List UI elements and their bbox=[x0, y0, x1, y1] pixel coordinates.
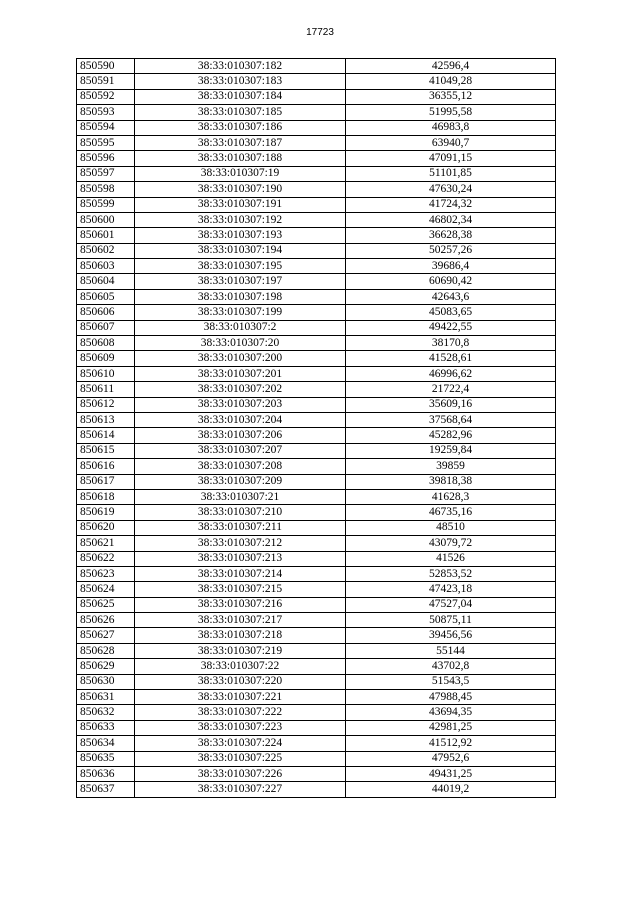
value-cell: 46802,34 bbox=[346, 212, 556, 227]
table-row bbox=[77, 105, 556, 120]
cadastral-number-cell: 38:33:010307:186 bbox=[135, 120, 346, 135]
cadastral-number-cell: 38:33:010307:200 bbox=[135, 351, 346, 366]
value-cell: 42643,6 bbox=[346, 289, 556, 304]
cadastral-number-cell: 38:33:010307:21 bbox=[135, 489, 346, 504]
row-number-cell: 850625 bbox=[77, 597, 135, 612]
table-row bbox=[77, 705, 556, 720]
row-number-cell: 850622 bbox=[77, 551, 135, 566]
row-number-cell: 850631 bbox=[77, 690, 135, 705]
value-cell: 36628,38 bbox=[346, 228, 556, 243]
cadastral-number-cell: 38:33:010307:204 bbox=[135, 412, 346, 427]
cadastral-number-cell: 38:33:010307:208 bbox=[135, 459, 346, 474]
row-number-cell: 850618 bbox=[77, 489, 135, 504]
cadastral-number-cell: 38:33:010307:226 bbox=[135, 766, 346, 781]
value-cell: 47988,45 bbox=[346, 690, 556, 705]
row-number-cell: 850635 bbox=[77, 751, 135, 766]
table-row bbox=[77, 320, 556, 335]
table-row bbox=[77, 643, 556, 658]
row-number-cell: 850597 bbox=[77, 166, 135, 181]
table-row bbox=[77, 474, 556, 489]
table-row bbox=[77, 397, 556, 412]
value-cell: 47952,6 bbox=[346, 751, 556, 766]
row-number-cell: 850605 bbox=[77, 289, 135, 304]
row-number-cell: 850603 bbox=[77, 259, 135, 274]
row-number-cell: 850604 bbox=[77, 274, 135, 289]
cadastral-number-cell: 38:33:010307:195 bbox=[135, 259, 346, 274]
cadastral-number-cell: 38:33:010307:214 bbox=[135, 566, 346, 581]
row-number-cell: 850599 bbox=[77, 197, 135, 212]
row-number-cell: 850613 bbox=[77, 412, 135, 427]
cadastral-number-cell: 38:33:010307:187 bbox=[135, 135, 346, 150]
table-row bbox=[77, 659, 556, 674]
cadastral-number-cell: 38:33:010307:183 bbox=[135, 74, 346, 89]
value-cell: 46735,16 bbox=[346, 505, 556, 520]
row-number-cell: 850612 bbox=[77, 397, 135, 412]
table-row bbox=[77, 459, 556, 474]
value-cell: 39456,56 bbox=[346, 628, 556, 643]
row-number-cell: 850614 bbox=[77, 428, 135, 443]
value-cell: 19259,84 bbox=[346, 443, 556, 458]
row-number-cell: 850621 bbox=[77, 536, 135, 551]
table-row bbox=[77, 382, 556, 397]
cadastral-number-cell: 38:33:010307:182 bbox=[135, 59, 346, 74]
cadastral-number-cell: 38:33:010307:190 bbox=[135, 182, 346, 197]
value-cell: 41512,92 bbox=[346, 736, 556, 751]
table-row bbox=[77, 597, 556, 612]
cadastral-number-cell: 38:33:010307:218 bbox=[135, 628, 346, 643]
value-cell: 43079,72 bbox=[346, 536, 556, 551]
value-cell: 47630,24 bbox=[346, 182, 556, 197]
cadastral-number-cell: 38:33:010307:193 bbox=[135, 228, 346, 243]
table-row bbox=[77, 489, 556, 504]
table-row bbox=[77, 166, 556, 181]
table-row bbox=[77, 366, 556, 381]
value-cell: 38170,8 bbox=[346, 336, 556, 351]
table-row bbox=[77, 212, 556, 227]
table-row bbox=[77, 628, 556, 643]
table-row bbox=[77, 135, 556, 150]
row-number-cell: 850611 bbox=[77, 382, 135, 397]
cadastral-number-cell: 38:33:010307:223 bbox=[135, 720, 346, 735]
table-row bbox=[77, 305, 556, 320]
table-row bbox=[77, 443, 556, 458]
table-row bbox=[77, 289, 556, 304]
cadastral-number-cell: 38:33:010307:210 bbox=[135, 505, 346, 520]
value-cell: 35609,16 bbox=[346, 397, 556, 412]
row-number-cell: 850595 bbox=[77, 135, 135, 150]
value-cell: 39686,4 bbox=[346, 259, 556, 274]
table-row bbox=[77, 182, 556, 197]
cadastral-number-cell: 38:33:010307:212 bbox=[135, 536, 346, 551]
cadastral-number-cell: 38:33:010307:222 bbox=[135, 705, 346, 720]
table-row bbox=[77, 336, 556, 351]
cadastral-number-cell: 38:33:010307:213 bbox=[135, 551, 346, 566]
table-row bbox=[77, 243, 556, 258]
cadastral-number-cell: 38:33:010307:217 bbox=[135, 613, 346, 628]
cadastral-number-cell: 38:33:010307:215 bbox=[135, 582, 346, 597]
value-cell: 41049,28 bbox=[346, 74, 556, 89]
table-body bbox=[77, 59, 556, 798]
value-cell: 51101,85 bbox=[346, 166, 556, 181]
cadastral-number-cell: 38:33:010307:192 bbox=[135, 212, 346, 227]
row-number-cell: 850596 bbox=[77, 151, 135, 166]
value-cell: 44019,2 bbox=[346, 782, 556, 797]
value-cell: 45083,65 bbox=[346, 305, 556, 320]
table-row bbox=[77, 412, 556, 427]
value-cell: 63940,7 bbox=[346, 135, 556, 150]
table-row bbox=[77, 74, 556, 89]
value-cell: 21722,4 bbox=[346, 382, 556, 397]
table-row bbox=[77, 551, 556, 566]
cadastral-number-cell: 38:33:010307:185 bbox=[135, 105, 346, 120]
row-number-cell: 850616 bbox=[77, 459, 135, 474]
cadastral-number-cell: 38:33:010307:2 bbox=[135, 320, 346, 335]
table-row bbox=[77, 751, 556, 766]
value-cell: 45282,96 bbox=[346, 428, 556, 443]
table-row bbox=[77, 613, 556, 628]
table-row bbox=[77, 428, 556, 443]
cadastral-number-cell: 38:33:010307:206 bbox=[135, 428, 346, 443]
value-cell: 41526 bbox=[346, 551, 556, 566]
value-cell: 47091,15 bbox=[346, 151, 556, 166]
value-cell: 60690,42 bbox=[346, 274, 556, 289]
cadastral-number-cell: 38:33:010307:197 bbox=[135, 274, 346, 289]
value-cell: 42981,25 bbox=[346, 720, 556, 735]
row-number-cell: 850627 bbox=[77, 628, 135, 643]
table-row bbox=[77, 520, 556, 535]
row-number-cell: 850598 bbox=[77, 182, 135, 197]
row-number-cell: 850636 bbox=[77, 766, 135, 781]
cadastral-number-cell: 38:33:010307:227 bbox=[135, 782, 346, 797]
cadastral-number-cell: 38:33:010307:198 bbox=[135, 289, 346, 304]
row-number-cell: 850591 bbox=[77, 74, 135, 89]
cadastral-number-cell: 38:33:010307:209 bbox=[135, 474, 346, 489]
value-cell: 41628,3 bbox=[346, 489, 556, 504]
value-cell: 41528,61 bbox=[346, 351, 556, 366]
value-cell: 52853,52 bbox=[346, 566, 556, 581]
cadastral-number-cell: 38:33:010307:188 bbox=[135, 151, 346, 166]
row-number-cell: 850630 bbox=[77, 674, 135, 689]
row-number-cell: 850632 bbox=[77, 705, 135, 720]
cadastral-number-cell: 38:33:010307:220 bbox=[135, 674, 346, 689]
cadastral-number-cell: 38:33:010307:194 bbox=[135, 243, 346, 258]
value-cell: 50875,11 bbox=[346, 613, 556, 628]
data-table bbox=[76, 58, 556, 798]
row-number-cell: 850626 bbox=[77, 613, 135, 628]
row-number-cell: 850609 bbox=[77, 351, 135, 366]
row-number-cell: 850629 bbox=[77, 659, 135, 674]
cadastral-number-cell: 38:33:010307:211 bbox=[135, 520, 346, 535]
table-row bbox=[77, 89, 556, 104]
cadastral-number-cell: 38:33:010307:224 bbox=[135, 736, 346, 751]
value-cell: 41724,32 bbox=[346, 197, 556, 212]
table-row bbox=[77, 351, 556, 366]
value-cell: 46983,8 bbox=[346, 120, 556, 135]
table-row bbox=[77, 59, 556, 74]
cadastral-number-cell: 38:33:010307:207 bbox=[135, 443, 346, 458]
cadastral-number-cell: 38:33:010307:19 bbox=[135, 166, 346, 181]
value-cell: 49422,55 bbox=[346, 320, 556, 335]
value-cell: 46996,62 bbox=[346, 366, 556, 381]
table-row bbox=[77, 151, 556, 166]
row-number-cell: 850602 bbox=[77, 243, 135, 258]
table-row bbox=[77, 259, 556, 274]
row-number-cell: 850623 bbox=[77, 566, 135, 581]
table-row bbox=[77, 120, 556, 135]
row-number-cell: 850592 bbox=[77, 89, 135, 104]
cadastral-number-cell: 38:33:010307:184 bbox=[135, 89, 346, 104]
cadastral-number-cell: 38:33:010307:219 bbox=[135, 643, 346, 658]
row-number-cell: 850624 bbox=[77, 582, 135, 597]
row-number-cell: 850615 bbox=[77, 443, 135, 458]
row-number-cell: 850590 bbox=[77, 59, 135, 74]
page-number: 17723 bbox=[306, 27, 334, 38]
value-cell: 47423,18 bbox=[346, 582, 556, 597]
value-cell: 39818,38 bbox=[346, 474, 556, 489]
row-number-cell: 850608 bbox=[77, 336, 135, 351]
value-cell: 49431,25 bbox=[346, 766, 556, 781]
value-cell: 43702,8 bbox=[346, 659, 556, 674]
value-cell: 51543,5 bbox=[346, 674, 556, 689]
cadastral-number-cell: 38:33:010307:221 bbox=[135, 690, 346, 705]
cadastral-number-cell: 38:33:010307:191 bbox=[135, 197, 346, 212]
table-row bbox=[77, 766, 556, 781]
cadastral-number-cell: 38:33:010307:202 bbox=[135, 382, 346, 397]
row-number-cell: 850593 bbox=[77, 105, 135, 120]
table-row bbox=[77, 736, 556, 751]
value-cell: 50257,26 bbox=[346, 243, 556, 258]
row-number-cell: 850637 bbox=[77, 782, 135, 797]
table-row bbox=[77, 582, 556, 597]
table-row bbox=[77, 536, 556, 551]
table-row bbox=[77, 197, 556, 212]
table-row bbox=[77, 690, 556, 705]
value-cell: 42596,4 bbox=[346, 59, 556, 74]
row-number-cell: 850628 bbox=[77, 643, 135, 658]
row-number-cell: 850617 bbox=[77, 474, 135, 489]
row-number-cell: 850601 bbox=[77, 228, 135, 243]
table-row bbox=[77, 674, 556, 689]
value-cell: 47527,04 bbox=[346, 597, 556, 612]
row-number-cell: 850594 bbox=[77, 120, 135, 135]
table-row bbox=[77, 782, 556, 797]
table-row bbox=[77, 228, 556, 243]
value-cell: 39859 bbox=[346, 459, 556, 474]
value-cell: 36355,12 bbox=[346, 89, 556, 104]
cadastral-number-cell: 38:33:010307:216 bbox=[135, 597, 346, 612]
cadastral-number-cell: 38:33:010307:203 bbox=[135, 397, 346, 412]
cadastral-number-cell: 38:33:010307:199 bbox=[135, 305, 346, 320]
row-number-cell: 850619 bbox=[77, 505, 135, 520]
row-number-cell: 850610 bbox=[77, 366, 135, 381]
table-row bbox=[77, 274, 556, 289]
cadastral-number-cell: 38:33:010307:225 bbox=[135, 751, 346, 766]
table-row bbox=[77, 720, 556, 735]
row-number-cell: 850606 bbox=[77, 305, 135, 320]
row-number-cell: 850607 bbox=[77, 320, 135, 335]
value-cell: 43694,35 bbox=[346, 705, 556, 720]
row-number-cell: 850634 bbox=[77, 736, 135, 751]
row-number-cell: 850600 bbox=[77, 212, 135, 227]
cadastral-number-cell: 38:33:010307:20 bbox=[135, 336, 346, 351]
table-row bbox=[77, 505, 556, 520]
cadastral-number-cell: 38:33:010307:201 bbox=[135, 366, 346, 381]
row-number-cell: 850633 bbox=[77, 720, 135, 735]
value-cell: 48510 bbox=[346, 520, 556, 535]
table-row bbox=[77, 566, 556, 581]
value-cell: 55144 bbox=[346, 643, 556, 658]
cadastral-number-cell: 38:33:010307:22 bbox=[135, 659, 346, 674]
row-number-cell: 850620 bbox=[77, 520, 135, 535]
value-cell: 51995,58 bbox=[346, 105, 556, 120]
value-cell: 37568,64 bbox=[346, 412, 556, 427]
